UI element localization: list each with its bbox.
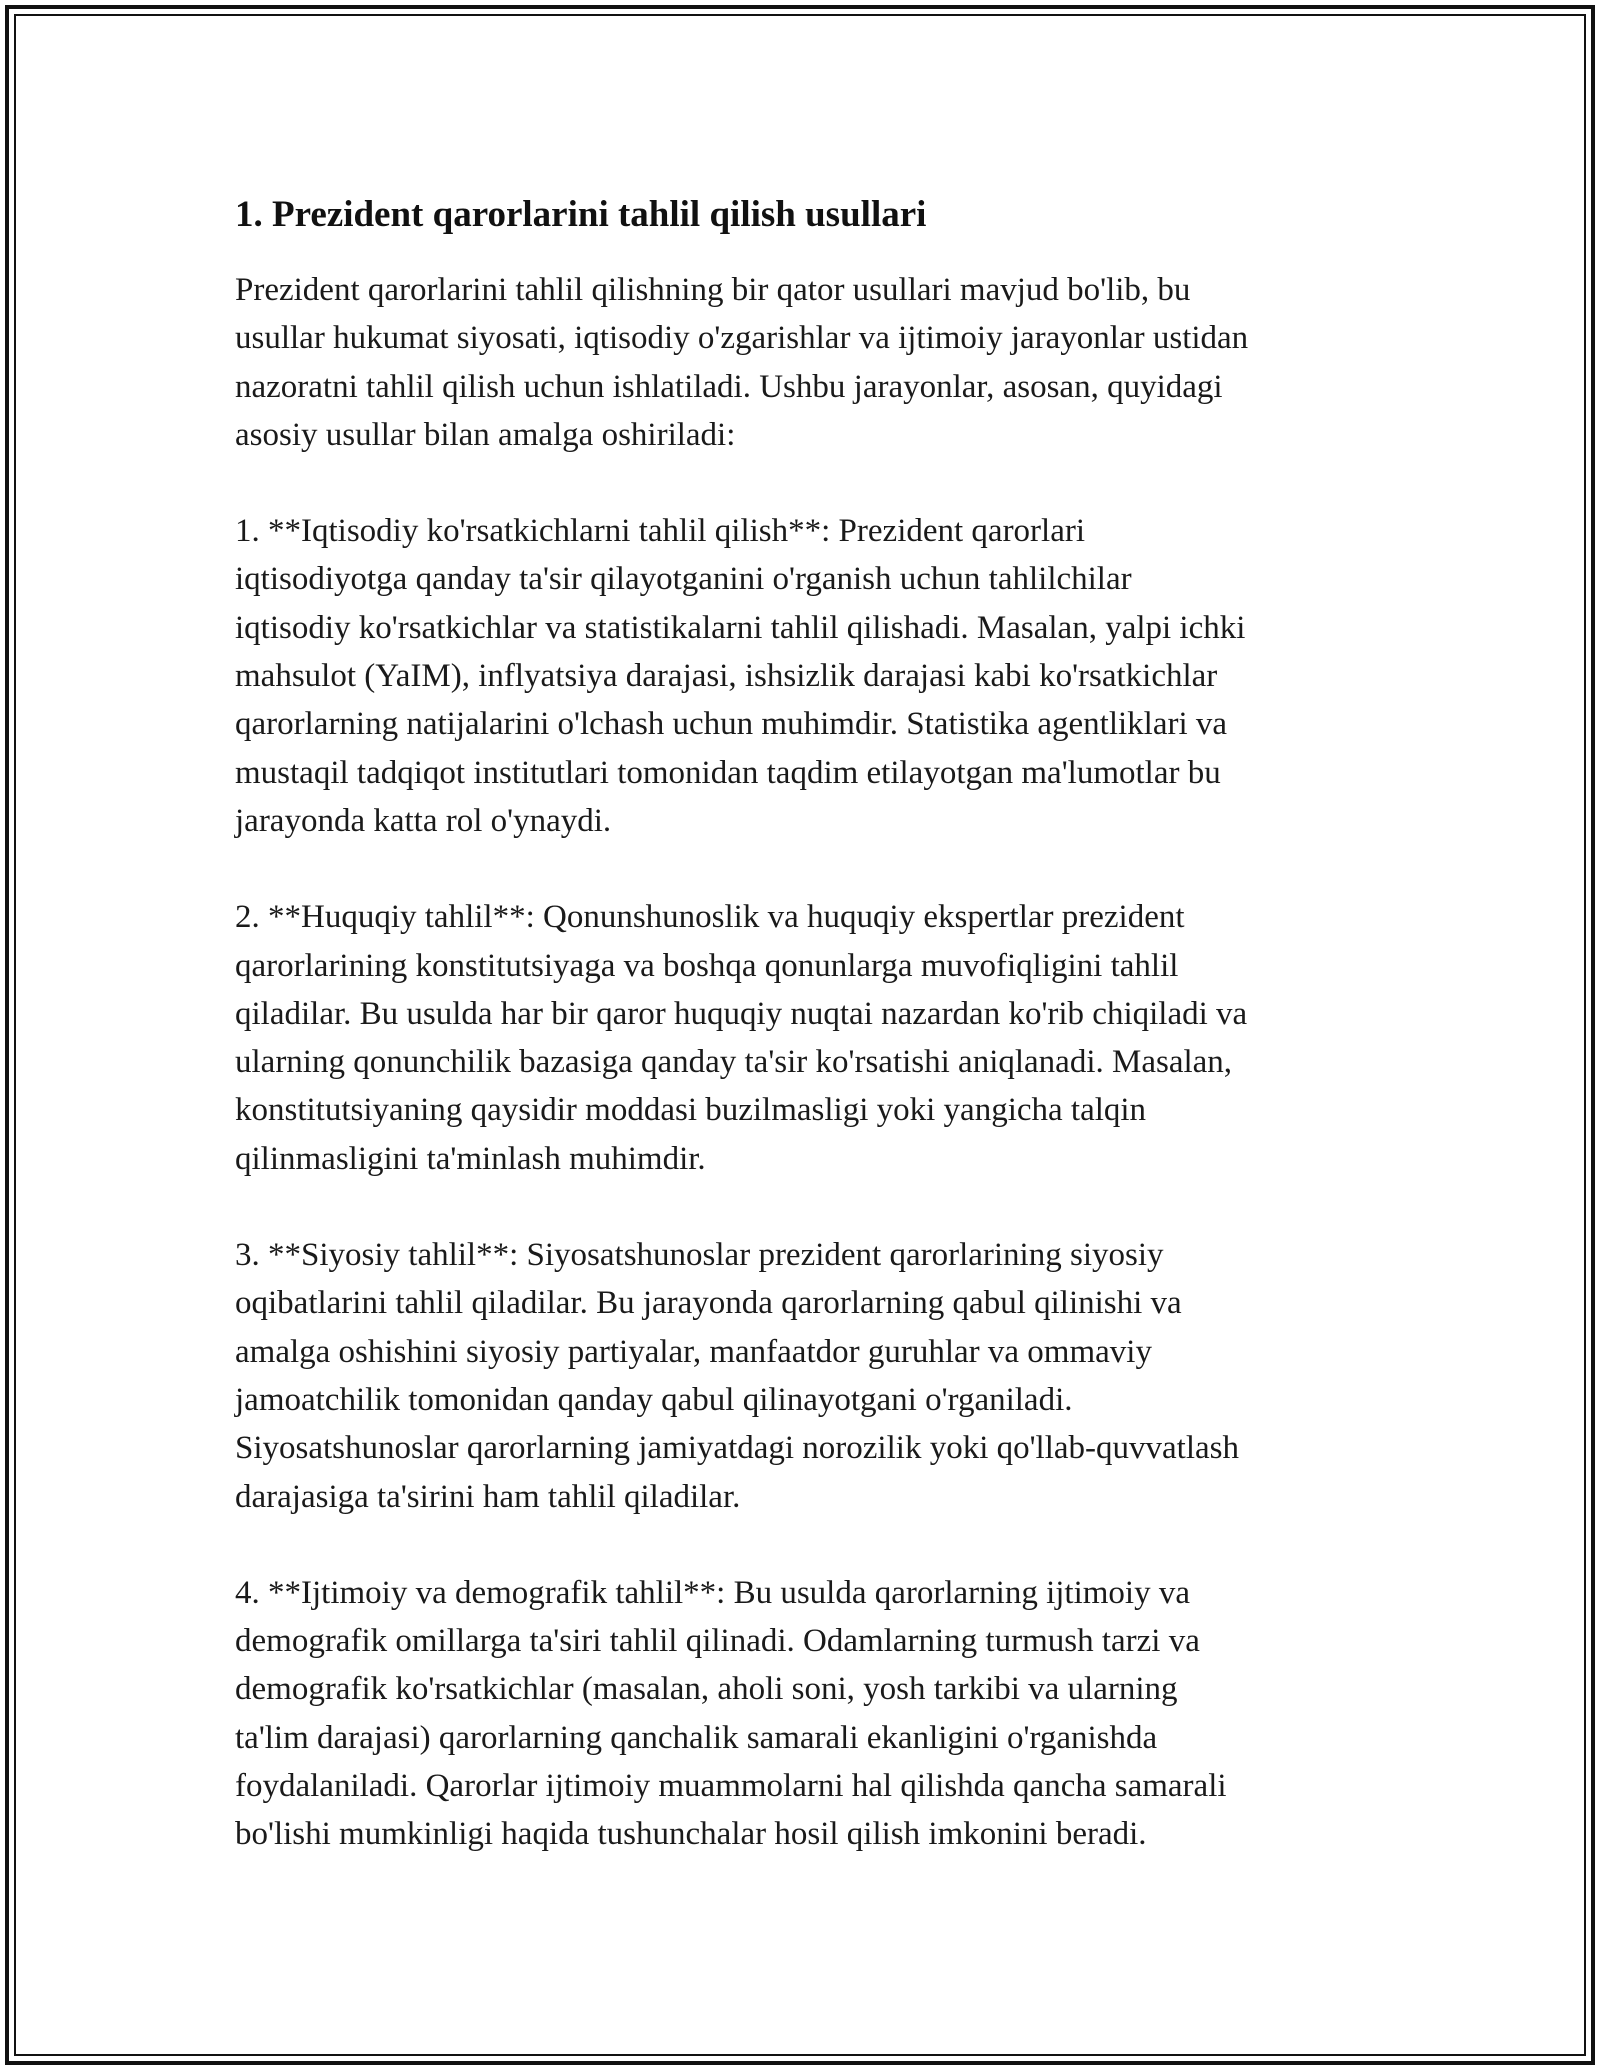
intro-paragraph: Prezident qarorlarini tahlil qilishning bir qator usullari mavjud bo'lib, bu usullar hukumat siyosati, iqtisodiy o'zgarishlar va ijtimoiy jarayonlar ustidan nazoratni tahlil qilish uchun ishlatiladi. Ushbu jarayonlar, asosan, quyidagi asosiy usullar bilan amalga oshiriladi: bbox=[235, 272, 1249, 453]
section-heading: 1. Prezident qarorlarini tahlil qilish usullari bbox=[235, 194, 927, 235]
document-body bbox=[235, 188, 1365, 1907]
legal-analysis-paragraph: 2. **Huquqiy tahlil**: Qonunshunoslik va huquqiy ekspertlar prezident qarorlarining konstitutsiyaga va boshqa qonunlarga muvofiqligini tahlil qiladilar. Bu usulda har bir qaror huquqiy nuqtai nazardan ko'rib chiqiladi va ularning qonunchilik bazasiga qanday ta'sir ko'rsatishi aniqlanadi. Masalan, konstitutsiyaning qaysidir moddasi buzilmasligi yoki yangicha talqin qilinmasligini ta'minlash muhimdir. bbox=[235, 899, 1248, 1177]
political-analysis-paragraph: 3. **Siyosiy tahlil**: Siyosatshunoslar prezident qarorlarining siyosiy oqibatlarini tahlil qiladilar. Bu jarayonda qarorlarning qabul qilinishi va amalga oshishini siyosiy partiyalar, manfaatdor guruhlar va ommaviy jamoatchilik tomonidan qanday qabul qilinayotgani o'rganiladi. Siyosatshunoslar qarorlarning jamiyatdagi norozilik yoki qo'llab-quvvatlash darajasiga ta'sirini ham tahlil qiladilar. bbox=[235, 1237, 1240, 1515]
economic-analysis-paragraph: 1. **Iqtisodiy ko'rsatkichlarni tahlil qilish**: Prezident qarorlari iqtisodiyotga qanday ta'sir qilayotganini o'rganish uchun tahlilchilar iqtisodiy ko'rsatkichlar va statistikalarni tahlil qilishadi. Masalan, yalpi ichki mahsulot (YaIM), inflyatsiya darajasi, ishsizlik darajasi kabi ko'rsatkichlar qarorlarning natijalarini o'lchash uchun muhimdir. Statistika agentliklari va mustaqil tadqiqot institutlari tomonidan taqdim etilayotgan ma'lumotlar bu jarayonda katta rol o'ynaydi. bbox=[235, 513, 1246, 839]
social-demographic-analysis-paragraph: 4. **Ijtimoiy va demografik tahlil**: Bu usulda qarorlarning ijtimoiy va demografik omillarga ta'siri tahlil qilinadi. Odamlarning turmush tarzi va demografik ko'rsatkichlar (masalan, aholi soni, yosh tarkibi va ularning ta'lim darajasi) qarorlarning qanchalik samarali ekanligini o'rganishda foydalaniladi. Qarorlar ijtimoiy muammolarni hal qilishda qancha samarali bo'lishi mumkinligi haqida tushunchalar hosil qilish imkonini beradi. bbox=[235, 1574, 1227, 1853]
